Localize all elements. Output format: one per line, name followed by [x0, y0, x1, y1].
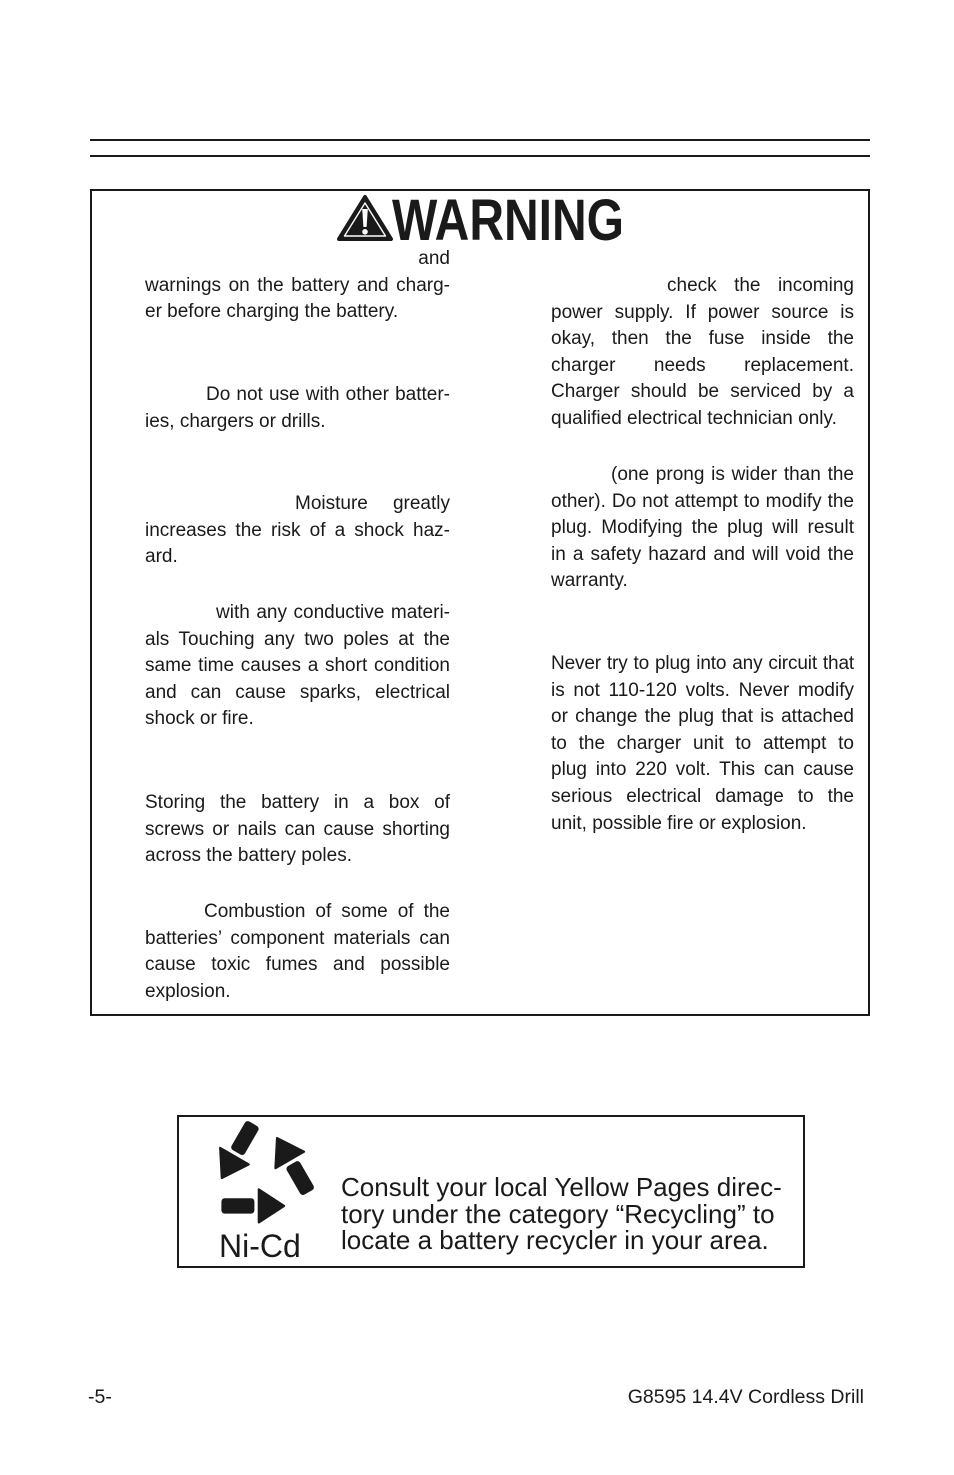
text-line: okay, then the fuse inside the — [551, 328, 854, 350]
text-line: to the charger unit to attempt to — [551, 732, 854, 754]
text-line: warranty. — [551, 570, 628, 592]
warning-left-paragraph-6 — [145, 899, 450, 1005]
text-line: Never try to plug into any circuit that — [551, 653, 854, 674]
second-rule — [90, 155, 870, 157]
recycling-icon — [205, 1116, 317, 1228]
text-line: shock or fire. — [145, 708, 254, 730]
text-line: with any conductive materi- — [216, 602, 450, 623]
text-line: increases the risk of a shock haz- — [145, 519, 450, 541]
text-line: Consult your local Yellow Pages direc- — [341, 1172, 782, 1202]
warning-left-paragraph-4 — [145, 600, 450, 733]
warning-right-paragraph-1 — [551, 273, 854, 433]
text-line: check the incoming — [667, 275, 854, 296]
warning-left-paragraph-3 — [145, 491, 450, 571]
text-line: Do not use with other batter- — [206, 384, 450, 405]
text-line: power supply. If power source is — [551, 301, 854, 323]
text-line: ard. — [145, 546, 178, 568]
warning-left-paragraph-2 — [145, 382, 450, 435]
text-line: other). Do not attempt to modify the — [551, 490, 854, 512]
recycling-text — [341, 1174, 793, 1254]
text-line: plug. Modifying the plug will result — [551, 517, 854, 539]
text-line: locate a battery recycler in your area. — [341, 1225, 769, 1256]
page-number: -5- — [88, 1386, 112, 1408]
text-line: and can cause sparks, electrical — [145, 681, 450, 703]
text-line: Charger should be serviced by a — [551, 381, 854, 403]
text-line: and — [418, 248, 450, 269]
warning-left-paragraph-5 — [145, 790, 450, 870]
text-line: charger needs replacement. — [551, 354, 854, 376]
text-line: als Touching any two poles at the — [145, 628, 450, 650]
text-line: ies, chargers or drills. — [145, 410, 326, 432]
warning-left-paragraph-1 — [145, 246, 450, 326]
text-line: same time causes a short condition — [145, 655, 450, 677]
text-line: unit, possible fire or explosion. — [551, 812, 807, 834]
text-line: screws or nails can cause shorting — [145, 818, 450, 840]
text-line: batteries’ component materials can — [145, 927, 450, 949]
text-line: (one prong is wider than the — [611, 464, 854, 485]
warning-right-paragraph-3 — [551, 651, 854, 837]
text-line: Combustion of some of the — [204, 901, 450, 922]
text-line: Moisture greatly — [295, 493, 450, 514]
top-rule — [90, 139, 870, 141]
text-line: er before charging the battery. — [145, 301, 399, 323]
nicd-label: Ni-Cd — [219, 1228, 301, 1264]
text-line: or change the plug that is attached — [551, 706, 854, 728]
text-line: warnings on the battery and charg- — [145, 274, 450, 296]
product-name: G8595 14.4V Cordless Drill — [627, 1386, 864, 1408]
text-line: plug into 220 volt. This can cause — [551, 759, 854, 781]
text-line: across the battery poles. — [145, 845, 352, 867]
warning-title-text: WARNING — [392, 188, 624, 253]
text-line: in a safety hazard and will void the — [551, 543, 854, 565]
text-line: explosion. — [145, 980, 231, 1002]
text-line: tory under the category “Recycling” to — [341, 1198, 775, 1229]
text-line: qualified electrical technician only. — [551, 407, 837, 429]
text-line: serious electrical damage to the — [551, 785, 854, 807]
text-line: Storing the battery in a box of — [145, 792, 450, 813]
text-line: cause toxic fumes and possible — [145, 954, 450, 976]
warning-right-paragraph-2 — [551, 462, 854, 595]
warning-title — [390, 188, 630, 253]
warning-triangle-icon — [337, 194, 393, 242]
text-line: is not 110-120 volts. Never modify — [551, 679, 854, 701]
